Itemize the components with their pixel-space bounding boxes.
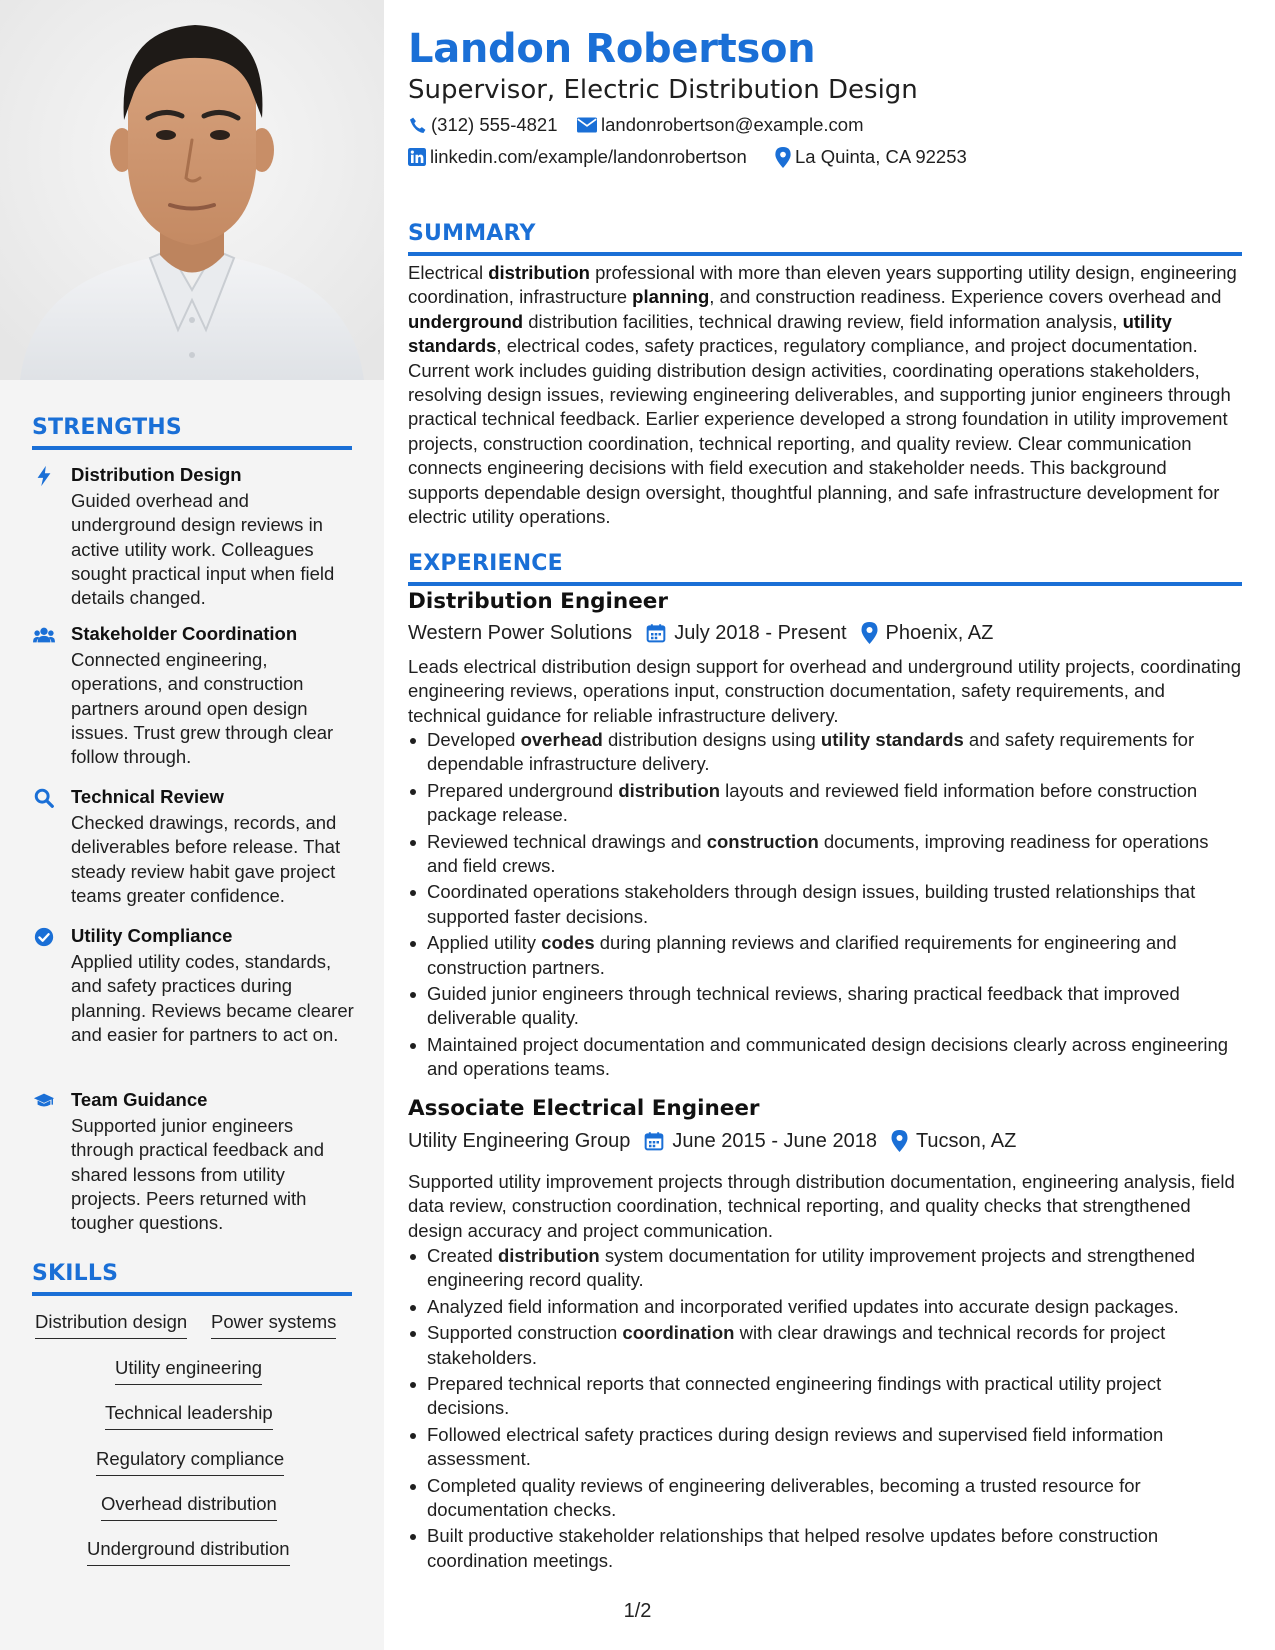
bullet-item: Coordinated operations stakeholders through design issues, building trusted relationships that supported faster decisions. xyxy=(408,880,1242,929)
strength-title: Team Guidance xyxy=(71,1089,208,1110)
candidate-name: Landon Robertson xyxy=(408,26,816,72)
strength-title: Technical Review xyxy=(71,786,224,807)
skills-divider xyxy=(32,1292,352,1296)
sidebar xyxy=(0,0,384,1650)
job-description: Supported utility improvement projects through distribution documentation, engineering analysis, field data review, construction coordination, technical reporting, and quality checks that strengthened design accuracy and project communication. xyxy=(408,1171,1235,1241)
summary-text xyxy=(408,261,1242,529)
job-company: Utility Engineering Group xyxy=(408,1130,631,1152)
summary-seg: , electrical codes, safety practices, regulatory compliance, and project documentation. Current work includes guiding distribution design activities, coordinating operations stakeholders, resolving design issues, reviewing engineering deliverables, and supporting junior engineers through practical technical feedback. Earlier experience developed a strong foundation in utility improvement projects, construction coordination, technical reporting, and quality review. Clear communication connects engineering decisions with field execution and stakeholder needs. This background supports dependable design oversight, thoughtful planning, and safe infrastructure development for electric utility operations. xyxy=(408,335,1231,528)
skills-section-header xyxy=(32,1260,352,1296)
bullet-item: Maintained project documentation and communicated design decisions clearly across engineering and operations teams. xyxy=(408,1033,1242,1082)
strength-text: Checked drawings, records, and deliverables before release. That steady review habit gave project teams greater confidence. xyxy=(71,812,341,906)
linkedin-url[interactable]: linkedin.com/example/landonrobertson xyxy=(430,146,747,167)
job-dates: June 2015 - June 2018 xyxy=(672,1130,877,1152)
summary-seg: , and construction readiness. Experience covers overhead and xyxy=(709,286,1222,308)
job-bullets xyxy=(408,728,1242,1082)
summary-heading: SUMMARY xyxy=(408,221,536,246)
skill-tag: Distribution design xyxy=(35,1310,187,1339)
contact-email[interactable] xyxy=(577,114,864,136)
job-bullets xyxy=(408,1244,1242,1573)
page-number: 1/2 xyxy=(623,1600,652,1622)
strength-text: Applied utility codes, standards, and safety practices during planning. Reviews became clearer and easier for partners to act on. xyxy=(71,951,354,1045)
search-icon xyxy=(32,787,56,809)
bullet-item: Analyzed field information and incorporated verified updates into accurate design packages. xyxy=(408,1295,1242,1319)
bullet-item: Supported construction coordination with clear drawings and technical records for project stakeholders. xyxy=(408,1321,1242,1370)
strengths-divider xyxy=(32,446,352,450)
graduation-cap-icon xyxy=(32,1090,56,1112)
strength-text: Supported junior engineers through practical feedback and shared lessons from utility projects. Peers returned with tougher questions. xyxy=(71,1115,325,1234)
job-location: Tucson, AZ xyxy=(915,1130,1017,1152)
contact-location xyxy=(775,146,967,168)
summary-section-header xyxy=(408,220,1242,256)
strengths-section-header xyxy=(32,414,352,450)
bullet-item: Developed overhead distribution designs using utility standards and safety requirements for dependable infrastructure delivery. xyxy=(408,728,1242,777)
summary-divider xyxy=(408,252,1242,256)
bullet-item: Reviewed technical drawings and construction documents, improving readiness for operations and field crews. xyxy=(408,830,1242,879)
job-title: Associate Electrical Engineer xyxy=(408,1096,760,1121)
summary-keyword: distribution xyxy=(488,262,590,283)
skill-tag: Underground distribution xyxy=(87,1537,290,1566)
bolt-icon xyxy=(32,465,56,487)
calendar-icon xyxy=(644,1131,664,1151)
job-title: Distribution Engineer xyxy=(408,589,668,614)
bullet-item: Applied utility codes during planning reviews and clarified requirements for engineering and construction partners. xyxy=(408,931,1242,980)
bullet-item: Created distribution system documentation for utility improvement projects and strengthened engineering record quality. xyxy=(408,1244,1242,1293)
skill-tag: Power systems xyxy=(211,1310,336,1339)
strength-title: Distribution Design xyxy=(71,464,242,485)
skills-heading: SKILLS xyxy=(32,1261,119,1286)
skill-tag: Technical leadership xyxy=(105,1401,273,1430)
experience-divider xyxy=(408,582,1242,586)
summary-keyword: planning xyxy=(632,286,710,308)
skill-tag: Utility engineering xyxy=(115,1356,262,1385)
skill-tag: Regulatory compliance xyxy=(96,1447,284,1476)
map-pin-icon xyxy=(861,622,878,644)
summary-seg: distribution facilities, technical drawing review, field information analysis, xyxy=(523,310,1123,332)
strength-title: Utility Compliance xyxy=(71,925,233,946)
experience-section-header xyxy=(408,550,1242,586)
strength-text: Connected engineering, operations, and construction partners around open design issues. Trust grew through clear follow through. xyxy=(71,649,334,768)
phone-number: (312) 555-4821 xyxy=(431,114,558,135)
summary-seg: professional with more than eleven years supporting utility design, engineering coordination, infrastructure xyxy=(408,262,1237,308)
users-icon xyxy=(32,624,56,646)
map-pin-icon xyxy=(775,147,791,168)
bullet-item: Completed quality reviews of engineering deliverables, becoming a trusted resource for documentation checks. xyxy=(408,1474,1242,1523)
calendar-icon xyxy=(646,623,666,643)
profile-photo xyxy=(0,0,384,380)
job-company: Western Power Solutions xyxy=(408,622,633,644)
job-meta xyxy=(408,620,993,646)
candidate-role: Supervisor, Electric Distribution Design xyxy=(408,75,918,105)
portrait-illustration xyxy=(0,0,384,380)
strength-title: Stakeholder Coordination xyxy=(71,623,298,644)
job-meta xyxy=(408,1128,1016,1154)
bullet-item: Followed electrical safety practices during design reviews and supervised field information assessment. xyxy=(408,1423,1242,1472)
summary-seg: Electrical xyxy=(408,262,489,283)
job-location: Phoenix, AZ xyxy=(885,622,994,644)
job-description: Leads electrical distribution design support for overhead and underground utility projects, coordinating engineering reviews, operations input, construction documentation, safety requirements, and technical guidance for reliable infrastructure delivery. xyxy=(408,656,1242,726)
bullet-item: Prepared underground distribution layouts and reviewed field information before construction package release. xyxy=(408,779,1242,828)
contact-linkedin[interactable] xyxy=(408,146,747,168)
strengths-heading: STRENGTHS xyxy=(32,415,182,440)
summary-keyword: underground xyxy=(408,310,524,332)
skill-tag: Overhead distribution xyxy=(101,1492,277,1521)
phone-icon xyxy=(408,116,427,135)
bullet-item: Guided junior engineers through technical reviews, sharing practical feedback that improved deliverable quality. xyxy=(408,982,1242,1031)
contact-phone xyxy=(408,114,558,136)
location-text: La Quinta, CA 92253 xyxy=(795,146,967,167)
email-address[interactable]: landonrobertson@example.com xyxy=(601,114,864,135)
experience-heading: EXPERIENCE xyxy=(408,551,563,576)
summary-keyword: utility standards xyxy=(408,310,1172,357)
envelope-icon xyxy=(577,117,597,133)
bullet-item: Prepared technical reports that connected engineering findings with practical utility project decisions. xyxy=(408,1372,1242,1421)
check-circle-icon xyxy=(32,926,56,948)
strength-text: Guided overhead and underground design reviews in active utility work. Colleagues sought practical input when field details changed. xyxy=(71,490,335,609)
linkedin-icon xyxy=(408,148,426,166)
map-pin-icon xyxy=(891,1130,908,1152)
bullet-item: Built productive stakeholder relationships that helped resolve updates before construction coordination meetings. xyxy=(408,1524,1242,1573)
job-dates: July 2018 - Present xyxy=(674,622,847,644)
